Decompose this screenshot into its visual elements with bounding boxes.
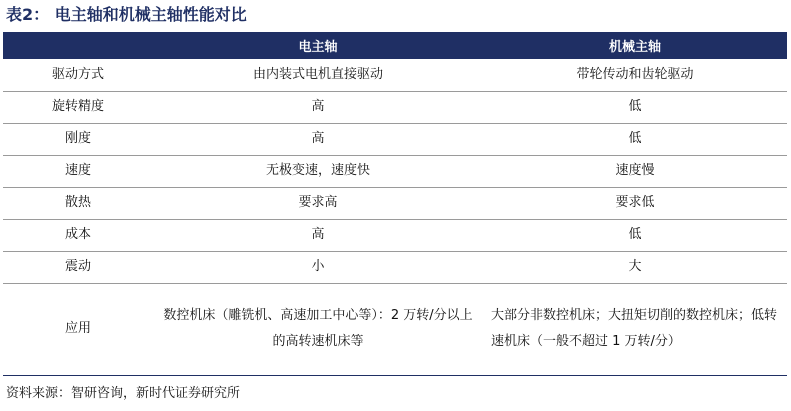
table-row	[3, 283, 787, 375]
row-label: 成本	[3, 219, 153, 251]
header-mechanical-spindle: 机械主轴	[483, 32, 787, 59]
header-empty	[3, 32, 153, 59]
table-row	[3, 59, 787, 91]
electric-value: 无极变速，速度快	[153, 155, 483, 187]
header-electric-spindle: 电主轴	[153, 32, 483, 59]
table-row	[3, 91, 787, 123]
mechanical-value: 低	[483, 219, 787, 251]
electric-value: 小	[153, 251, 483, 283]
table-row	[3, 219, 787, 251]
header-row	[3, 32, 787, 59]
mechanical-value: 大部分非数控机床；大扭矩切削的数控机床；低转速机床（一般不超过 1 万转/分）	[483, 283, 787, 375]
table-row	[3, 155, 787, 187]
electric-value: 高	[153, 123, 483, 155]
mechanical-value: 速度慢	[483, 155, 787, 187]
mechanical-value: 带轮传动和齿轮驱动	[483, 59, 787, 91]
electric-value: 数控机床（雕铣机、高速加工中心等）：2 万转/分以上的高转速机床等	[153, 283, 483, 375]
table-row	[3, 123, 787, 155]
table-row	[3, 251, 787, 283]
row-label: 散热	[3, 187, 153, 219]
mechanical-value: 低	[483, 91, 787, 123]
electric-value: 高	[153, 91, 483, 123]
row-label: 速度	[3, 155, 153, 187]
electric-value: 由内装式电机直接驱动	[153, 59, 483, 91]
comparison-table	[3, 32, 787, 376]
electric-value: 要求高	[153, 187, 483, 219]
table-title: 表2： 电主轴和机械主轴性能对比	[6, 5, 247, 24]
row-label: 刚度	[3, 123, 153, 155]
row-label: 驱动方式	[3, 59, 153, 91]
electric-value: 高	[153, 219, 483, 251]
row-label: 旋转精度	[3, 91, 153, 123]
mechanical-value: 大	[483, 251, 787, 283]
table-row	[3, 187, 787, 219]
mechanical-value: 低	[483, 123, 787, 155]
source-note: 资料来源：智研咨询，新时代证券研究所	[6, 386, 241, 401]
row-label: 应用	[3, 283, 153, 375]
mechanical-value: 要求低	[483, 187, 787, 219]
row-label: 震动	[3, 251, 153, 283]
